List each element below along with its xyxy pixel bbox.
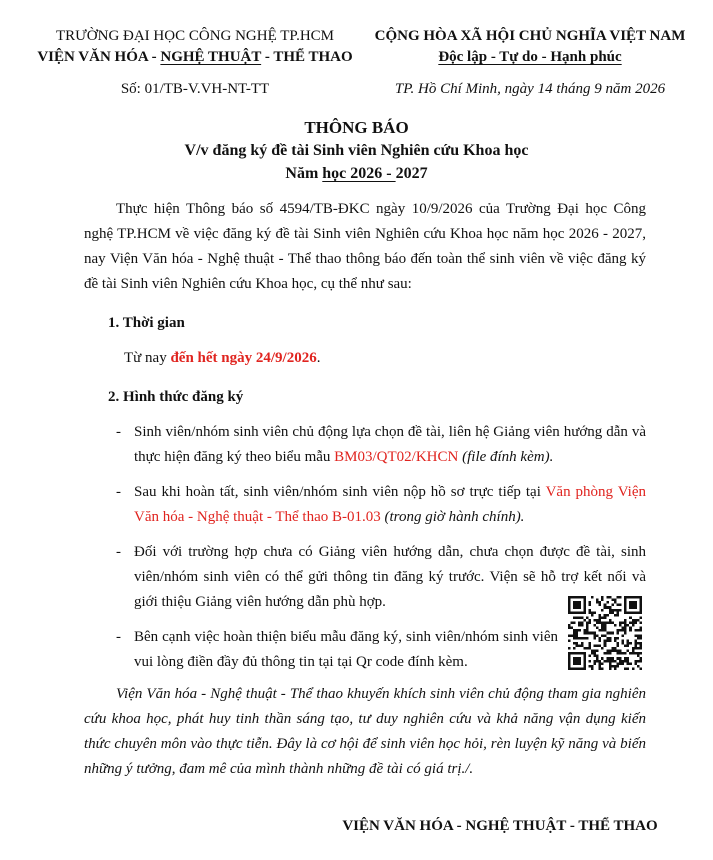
list-item — [84, 480, 646, 530]
document-date: TP. Hồ Chí Minh, ngày 14 tháng 9 năm 2026 — [394, 81, 666, 97]
institute-name-part: - THỂ THAO — [261, 49, 353, 65]
section-time-text — [84, 346, 646, 371]
qr-code-graphic — [568, 596, 642, 670]
section-registration-heading: 2. Hình thức đăng ký — [108, 389, 244, 405]
bullet-dash: - — [116, 484, 121, 500]
institute-name — [30, 47, 360, 68]
list-item — [84, 540, 646, 615]
academic-year-part: Năm — [285, 165, 323, 182]
document-subject: V/v đăng ký đề tài Sinh viên Nghiên cứu Khoa học — [184, 142, 529, 159]
institute-name-underlined: NGHỆ THUẬT — [160, 49, 262, 65]
office-location: Văn phòng Viện Văn hóa - Nghệ thuật - Thể thao B-01.03 — [134, 484, 646, 525]
list-item — [84, 625, 646, 675]
list-item — [84, 420, 646, 470]
bullet-dash: - — [116, 544, 121, 560]
document-header — [0, 26, 713, 96]
list-item-text: Sau khi hoàn tất, sinh viên/nhóm sinh viên nộp hồ sơ trực tiếp tại — [134, 484, 546, 500]
institute-name-part: VIỆN VĂN HÓA - — [37, 49, 161, 65]
title-block — [0, 116, 713, 185]
bullet-dash: - — [116, 424, 121, 440]
national-block — [360, 26, 700, 100]
issuer-block — [30, 26, 360, 100]
signature-block: VIỆN VĂN HÓA - NGHỆ THUẬT - THỂ THAO — [342, 818, 658, 834]
list-item-note: (file đính kèm). — [458, 449, 554, 465]
document-number: Số: 01/TB-V.VH-NT-TT — [120, 81, 270, 97]
deadline-suffix: . — [316, 350, 321, 366]
list-item-text: Sinh viên/nhóm sinh viên chủ động lựa chọn đề tài, liên hệ Giảng viên hướng dẫn và thực hiện đăng ký theo biểu mẫu — [134, 424, 646, 465]
list-item-text: Bên cạnh việc hoàn thiện biểu mẫu đăng ký, sinh viên/nhóm sinh viên vui lòng điền đầy đủ thông tin tại tại Qr code đính kèm. — [134, 629, 558, 670]
academic-year-part: 2027 — [395, 165, 428, 182]
intro-paragraph: Thực hiện Thông báo số 4594/TB-ĐKC ngày 10/9/2026 của Trường Đại học Công nghệ TP.HCM về việc đăng ký đề tài Sinh viên Nghiên cứu Khoa học năm học 2026 - 2027, nay Viện Văn hóa - Nghệ thuật - Thể thao thông báo đến toàn thể sinh viên về việc đăng ký đề tài Sinh viên Nghiên cứu Khoa học, cụ thể như sau: — [84, 201, 646, 292]
university-name: TRƯỜNG ĐẠI HỌC CÔNG NGHỆ TP.HCM — [55, 28, 335, 44]
document-body — [84, 197, 646, 675]
list-item-note: (trong giờ hành chính). — [380, 509, 525, 525]
academic-year-underlined: học 2026 - — [322, 165, 396, 182]
national-motto: Độc lập - Tự do - Hạnh phúc — [438, 49, 622, 65]
qr-code-icon[interactable] — [568, 596, 642, 670]
registration-list — [84, 420, 646, 675]
list-item-text: Đối với trường hợp chưa có Giảng viên hướng dẫn, chưa chọn được đề tài, sinh viên/nhóm sinh viên có thể gửi thông tin đăng ký trước. Viện sẽ hỗ trợ kết nối và giới thiệu Giảng viên hướng dẫn phù hợp. — [134, 544, 646, 610]
country-name: CỘNG HÒA XÃ HỘI CHỦ NGHĨA VIỆT NAM — [374, 28, 686, 44]
deadline-prefix: Từ nay — [124, 350, 171, 366]
form-code-link: BM03/QT02/KHCN — [334, 449, 459, 465]
bullet-dash: - — [116, 629, 121, 645]
section-time-heading: 1. Thời gian — [108, 315, 185, 331]
academic-year — [0, 162, 713, 185]
document-title: THÔNG BÁO — [304, 118, 409, 137]
deadline-highlight: đến hết ngày 24/9/2026 — [170, 350, 317, 366]
closing-paragraph: Viện Văn hóa - Nghệ thuật - Thể thao khuyến khích sinh viên chủ động tham gia nghiên cứu khoa học, phát huy tinh thần sáng tạo, tư duy nghiên cứu và khả năng vận dụng kiến thức chuyên môn vào thực tiễn. Đây là cơ hội để sinh viên học hỏi, rèn luyện kỹ năng và biến những ý tưởng, đam mê của mình thành những đề tài có giá trị./. — [84, 686, 646, 777]
